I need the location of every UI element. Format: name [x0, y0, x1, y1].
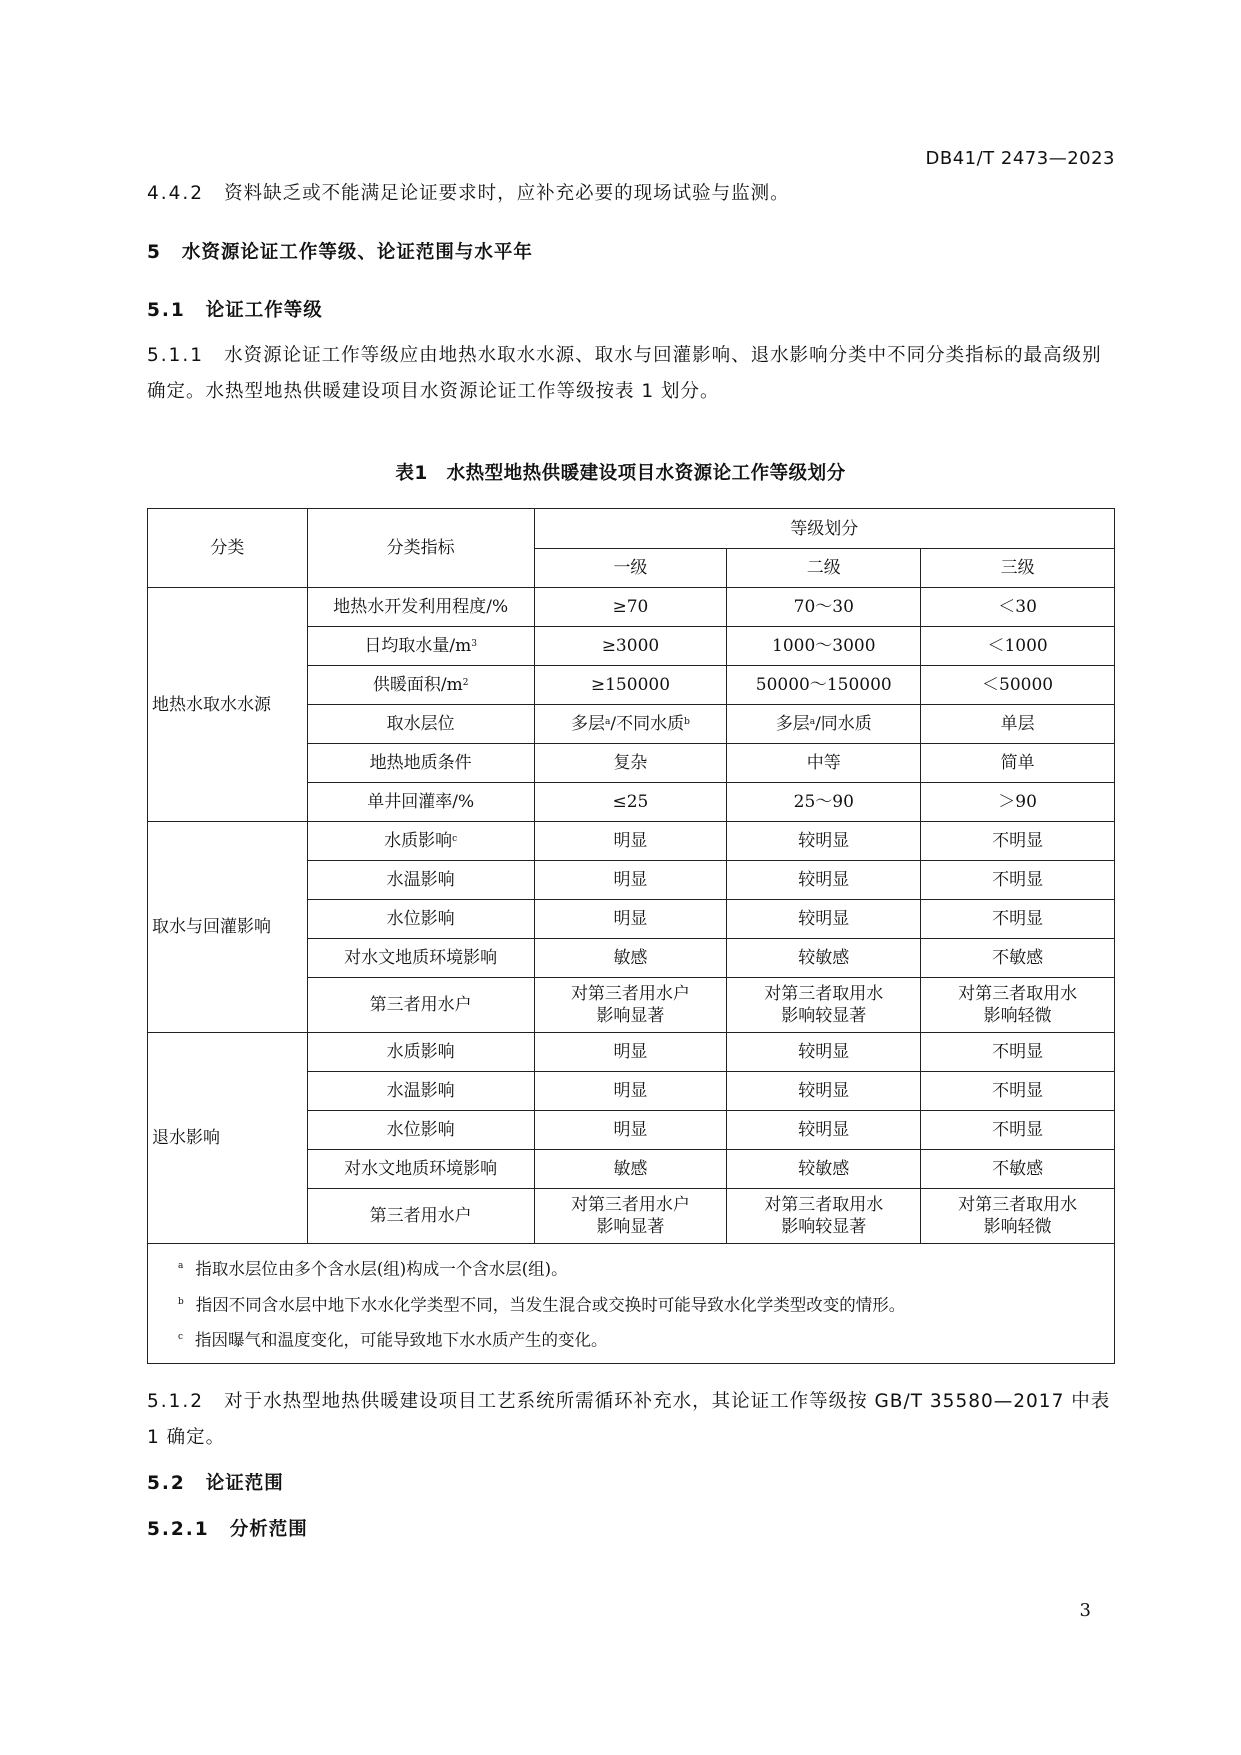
- clause-number: 5.1.1: [147, 345, 205, 366]
- table-caption: 表1 水热型地热供暖建设项目水资源论工作等级划分: [395, 463, 846, 484]
- level-3-cell: 不明显: [921, 1072, 1115, 1111]
- indicator-cell: 地热水开发利用程度/%: [307, 588, 534, 627]
- level-1-cell: 明显: [534, 1111, 727, 1150]
- footnote-mark: a: [178, 1261, 184, 1271]
- level-3-cell: 不明显: [921, 822, 1115, 861]
- clause-text: 水资源论证工作等级应由地热水取水水源、取水与回灌影响、退水影响分类中不同分类指标的最高级别确定。水热型地热供暖建设项目水资源论证工作等级按表 1 划分。: [147, 345, 1102, 402]
- level-1-cell: ≥150000: [534, 666, 727, 705]
- indicator-cell: 取水层位: [307, 705, 534, 744]
- section-title: 论证工作等级: [205, 300, 323, 321]
- cell-line: 影响轻微: [983, 1006, 1052, 1026]
- section-title: 分析范围: [229, 1519, 308, 1540]
- level-2-cell: 较明显: [727, 1072, 921, 1111]
- level-2-cell: 中等: [727, 744, 921, 783]
- cell-line: 影响轻微: [983, 1217, 1052, 1237]
- indicator-cell: 第三者用水户: [307, 978, 534, 1033]
- indicator-cell: 水位影响: [307, 1111, 534, 1150]
- clause-number: 5.1.2: [147, 1391, 205, 1412]
- clause-text: 对于水热型地热供暖建设项目工艺系统所需循环补充水，其论证工作等级按 GB/T 35580—2017 中表 1 确定。: [147, 1391, 1111, 1448]
- footnote-mark: a: [605, 717, 611, 727]
- footnote-mark: b: [684, 717, 690, 727]
- header-level-2: 二级: [727, 549, 921, 588]
- level-1-cell: ≤25: [534, 783, 727, 822]
- level-1-cell: 明显: [534, 1033, 727, 1072]
- grade-table: [147, 508, 1115, 1364]
- level-2-cell: 25～90: [727, 783, 921, 822]
- level-2-cell: [727, 705, 921, 744]
- indicator-cell: 水质影响: [307, 1033, 534, 1072]
- category-cell: 退水影响: [148, 1033, 308, 1244]
- clause-5-1-1: [147, 338, 1115, 410]
- section-number: 5.1: [147, 300, 186, 321]
- indicator-cell: 对水文地质环境影响: [307, 1150, 534, 1189]
- level-3-cell: ＜30: [921, 588, 1115, 627]
- footnote: [178, 1286, 1114, 1322]
- clause-5-1-2: [147, 1384, 1115, 1456]
- level-2-cell: 较明显: [727, 1033, 921, 1072]
- level-1-cell: [534, 978, 727, 1033]
- level-3-cell: 不敏感: [921, 939, 1115, 978]
- level-1-cell: ≥3000: [534, 627, 727, 666]
- footnote: [178, 1321, 1114, 1357]
- footnote-text: 指取水层位由多个含水层(组)构成一个含水层(组)。: [195, 1259, 568, 1279]
- level-3-cell: 单层: [921, 705, 1115, 744]
- level-3-cell: [921, 978, 1115, 1033]
- cell-line: 影响较显著: [781, 1006, 867, 1026]
- indicator-cell: 地热地质条件: [307, 744, 534, 783]
- level-3-cell: 简单: [921, 744, 1115, 783]
- footnote: [178, 1250, 1114, 1286]
- level-3-cell: 不明显: [921, 1111, 1115, 1150]
- level-2-cell: [727, 978, 921, 1033]
- level-2-cell: 50000～150000: [727, 666, 921, 705]
- table-notes: [148, 1244, 1115, 1364]
- level-1-cell: 复杂: [534, 744, 727, 783]
- section-number: 5: [147, 242, 162, 263]
- section-5-1-heading: [147, 293, 1115, 329]
- table-row: [148, 1033, 1115, 1072]
- cell-line: 对第三者取用水: [958, 1195, 1078, 1215]
- level-1-cell: ≥70: [534, 588, 727, 627]
- indicator-cell: 对水文地质环境影响: [307, 939, 534, 978]
- cell-text: /同水质: [815, 714, 872, 734]
- header-category: 分类: [148, 509, 308, 588]
- indicator-text: 日均取水量/m: [364, 636, 472, 656]
- level-1-cell: 明显: [534, 1072, 727, 1111]
- section-5-2-1-heading: [147, 1512, 1115, 1548]
- cell-line: 对第三者取用水: [958, 984, 1078, 1004]
- header-level-1: 一级: [534, 549, 727, 588]
- level-3-cell: ＜1000: [921, 627, 1115, 666]
- header-level-3: 三级: [921, 549, 1115, 588]
- level-1-cell: 敏感: [534, 1150, 727, 1189]
- section-title: 论证范围: [205, 1473, 284, 1494]
- indicator-cell: [307, 822, 534, 861]
- indicator-text: 水质影响: [384, 831, 453, 851]
- level-1-cell: 明显: [534, 861, 727, 900]
- cell-text: 多层: [775, 714, 810, 734]
- level-3-cell: 不明显: [921, 1033, 1115, 1072]
- unit-superscript: 2: [462, 678, 469, 688]
- level-3-cell: ＞90: [921, 783, 1115, 822]
- level-1-cell: [534, 705, 727, 744]
- section-number: 5.2: [147, 1473, 186, 1494]
- unit-superscript: 3: [471, 639, 477, 649]
- level-3-cell: 不明显: [921, 900, 1115, 939]
- level-1-cell: 明显: [534, 900, 727, 939]
- footnote-mark: c: [452, 834, 458, 844]
- level-1-cell: 敏感: [534, 939, 727, 978]
- page-number: 3: [1079, 1600, 1091, 1621]
- indicator-cell: 水温影响: [307, 1072, 534, 1111]
- cell-line: 对第三者取用水: [764, 1195, 884, 1215]
- level-2-cell: 1000～3000: [727, 627, 921, 666]
- section-5-2-heading: [147, 1466, 1115, 1502]
- indicator-cell: [307, 627, 534, 666]
- level-2-cell: 较明显: [727, 900, 921, 939]
- clause-text: 资料缺乏或不能满足论证要求时，应补充必要的现场试验与监测。: [224, 183, 790, 204]
- footnote-mark: b: [178, 1296, 184, 1307]
- section-number: 5.2.1: [147, 1519, 210, 1540]
- clause-number: 4.4.2: [147, 183, 205, 204]
- indicator-cell: 水温影响: [307, 861, 534, 900]
- footnote-mark: a: [809, 717, 816, 727]
- category-cell: 地热水取水水源: [148, 588, 308, 822]
- footnote-text: 指因曝气和温度变化，可能导致地下水水质产生的变化。: [195, 1330, 608, 1350]
- table-row: [148, 588, 1115, 627]
- cell-line: 影响显著: [596, 1006, 665, 1026]
- level-2-cell: 较明显: [727, 1111, 921, 1150]
- indicator-text: 供暖面积/m: [372, 675, 463, 695]
- indicator-cell: 单井回灌率/%: [307, 783, 534, 822]
- cell-line: 对第三者用水户: [570, 984, 690, 1004]
- standard-code: DB41/T 2473—2023: [925, 148, 1115, 169]
- table-row: [148, 822, 1115, 861]
- header-indicator: 分类指标: [307, 509, 534, 588]
- level-2-cell: 70～30: [727, 588, 921, 627]
- level-2-cell: 较明显: [727, 822, 921, 861]
- level-2-cell: 较敏感: [727, 939, 921, 978]
- level-1-cell: 明显: [534, 822, 727, 861]
- level-3-cell: ＜50000: [921, 666, 1115, 705]
- level-3-cell: 不明显: [921, 861, 1115, 900]
- cell-text: 多层: [571, 714, 605, 734]
- level-1-cell: [534, 1189, 727, 1244]
- category-cell: 取水与回灌影响: [148, 822, 308, 1033]
- section-5-heading: [147, 235, 1115, 271]
- cell-line: 对第三者取用水: [764, 984, 884, 1004]
- cell-text: /不同水质: [610, 714, 685, 734]
- level-3-cell: [921, 1189, 1115, 1244]
- cell-line: 对第三者用水户: [570, 1195, 690, 1215]
- level-2-cell: 较明显: [727, 861, 921, 900]
- cell-line: 影响显著: [596, 1217, 665, 1237]
- footnote-mark: c: [178, 1332, 184, 1342]
- section-title: 水资源论证工作等级、论证范围与水平年: [181, 242, 533, 263]
- cell-line: 影响较显著: [781, 1217, 867, 1237]
- indicator-cell: [307, 666, 534, 705]
- level-2-cell: [727, 1189, 921, 1244]
- footnote-text: 指因不同含水层中地下水水化学类型不同，当发生混合或交换时可能导致水化学类型改变的情形。: [195, 1295, 906, 1314]
- clause-4-4-2: [147, 176, 1115, 212]
- indicator-cell: 第三者用水户: [307, 1189, 534, 1244]
- indicator-cell: 水位影响: [307, 900, 534, 939]
- level-3-cell: 不敏感: [921, 1150, 1115, 1189]
- header-grade: 等级划分: [534, 509, 1114, 549]
- level-2-cell: 较敏感: [727, 1150, 921, 1189]
